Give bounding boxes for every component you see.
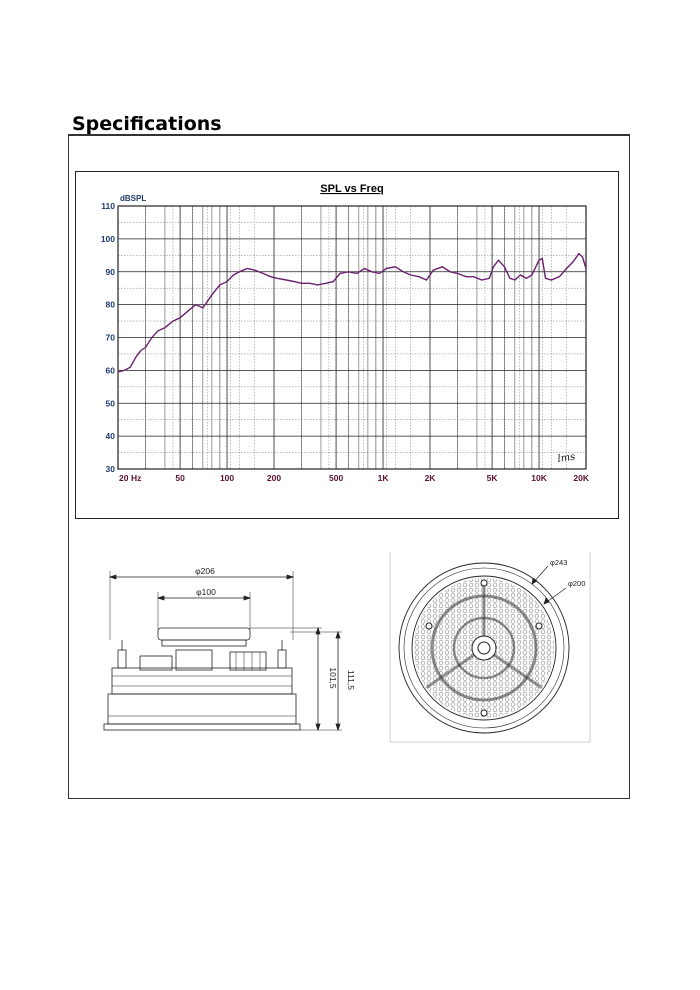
x-tick-label: 50: [175, 473, 185, 483]
side-dim-depth-b-label: 111,5: [346, 669, 356, 691]
lms-logo: lms: [556, 451, 577, 465]
y-tick-label: 70: [105, 332, 115, 343]
x-tick-label: 100: [219, 473, 235, 483]
y-tick-label: 90: [105, 266, 115, 277]
x-tick-label: 20: [119, 473, 129, 483]
y-tick-label: 100: [100, 233, 115, 244]
side-dim-depth-a-label: 101,5: [328, 667, 338, 689]
x-tick-label: 200: [266, 473, 282, 483]
x-tick-label: 10K: [531, 473, 547, 483]
front-dim-outer-label: φ243: [550, 558, 568, 567]
side-dim-outer-label: φ206: [195, 566, 215, 576]
x-tick-label: 5K: [486, 473, 498, 483]
x-axis-unit-label: Hz: [131, 473, 142, 483]
y-tick-label: 40: [105, 431, 115, 442]
front-dim-grille-label: φ200: [568, 579, 586, 588]
y-tick-label: 80: [105, 299, 115, 310]
y-tick-label: 30: [105, 464, 115, 474]
page-heading: Specifications: [72, 113, 222, 135]
x-tick-label: 2K: [424, 473, 436, 483]
x-tick-label: 1K: [377, 473, 389, 483]
chart-title: SPL vs Freq: [320, 183, 384, 195]
y-tick-label: 60: [105, 365, 115, 376]
x-tick-label: 500: [328, 473, 344, 483]
y-tick-label: 110: [101, 201, 115, 211]
y-axis-label: dBSPL: [120, 194, 147, 203]
y-tick-label: 50: [105, 398, 115, 409]
side-dim-inner-label: φ100: [196, 587, 216, 597]
x-tick-label: 20K: [573, 473, 589, 483]
